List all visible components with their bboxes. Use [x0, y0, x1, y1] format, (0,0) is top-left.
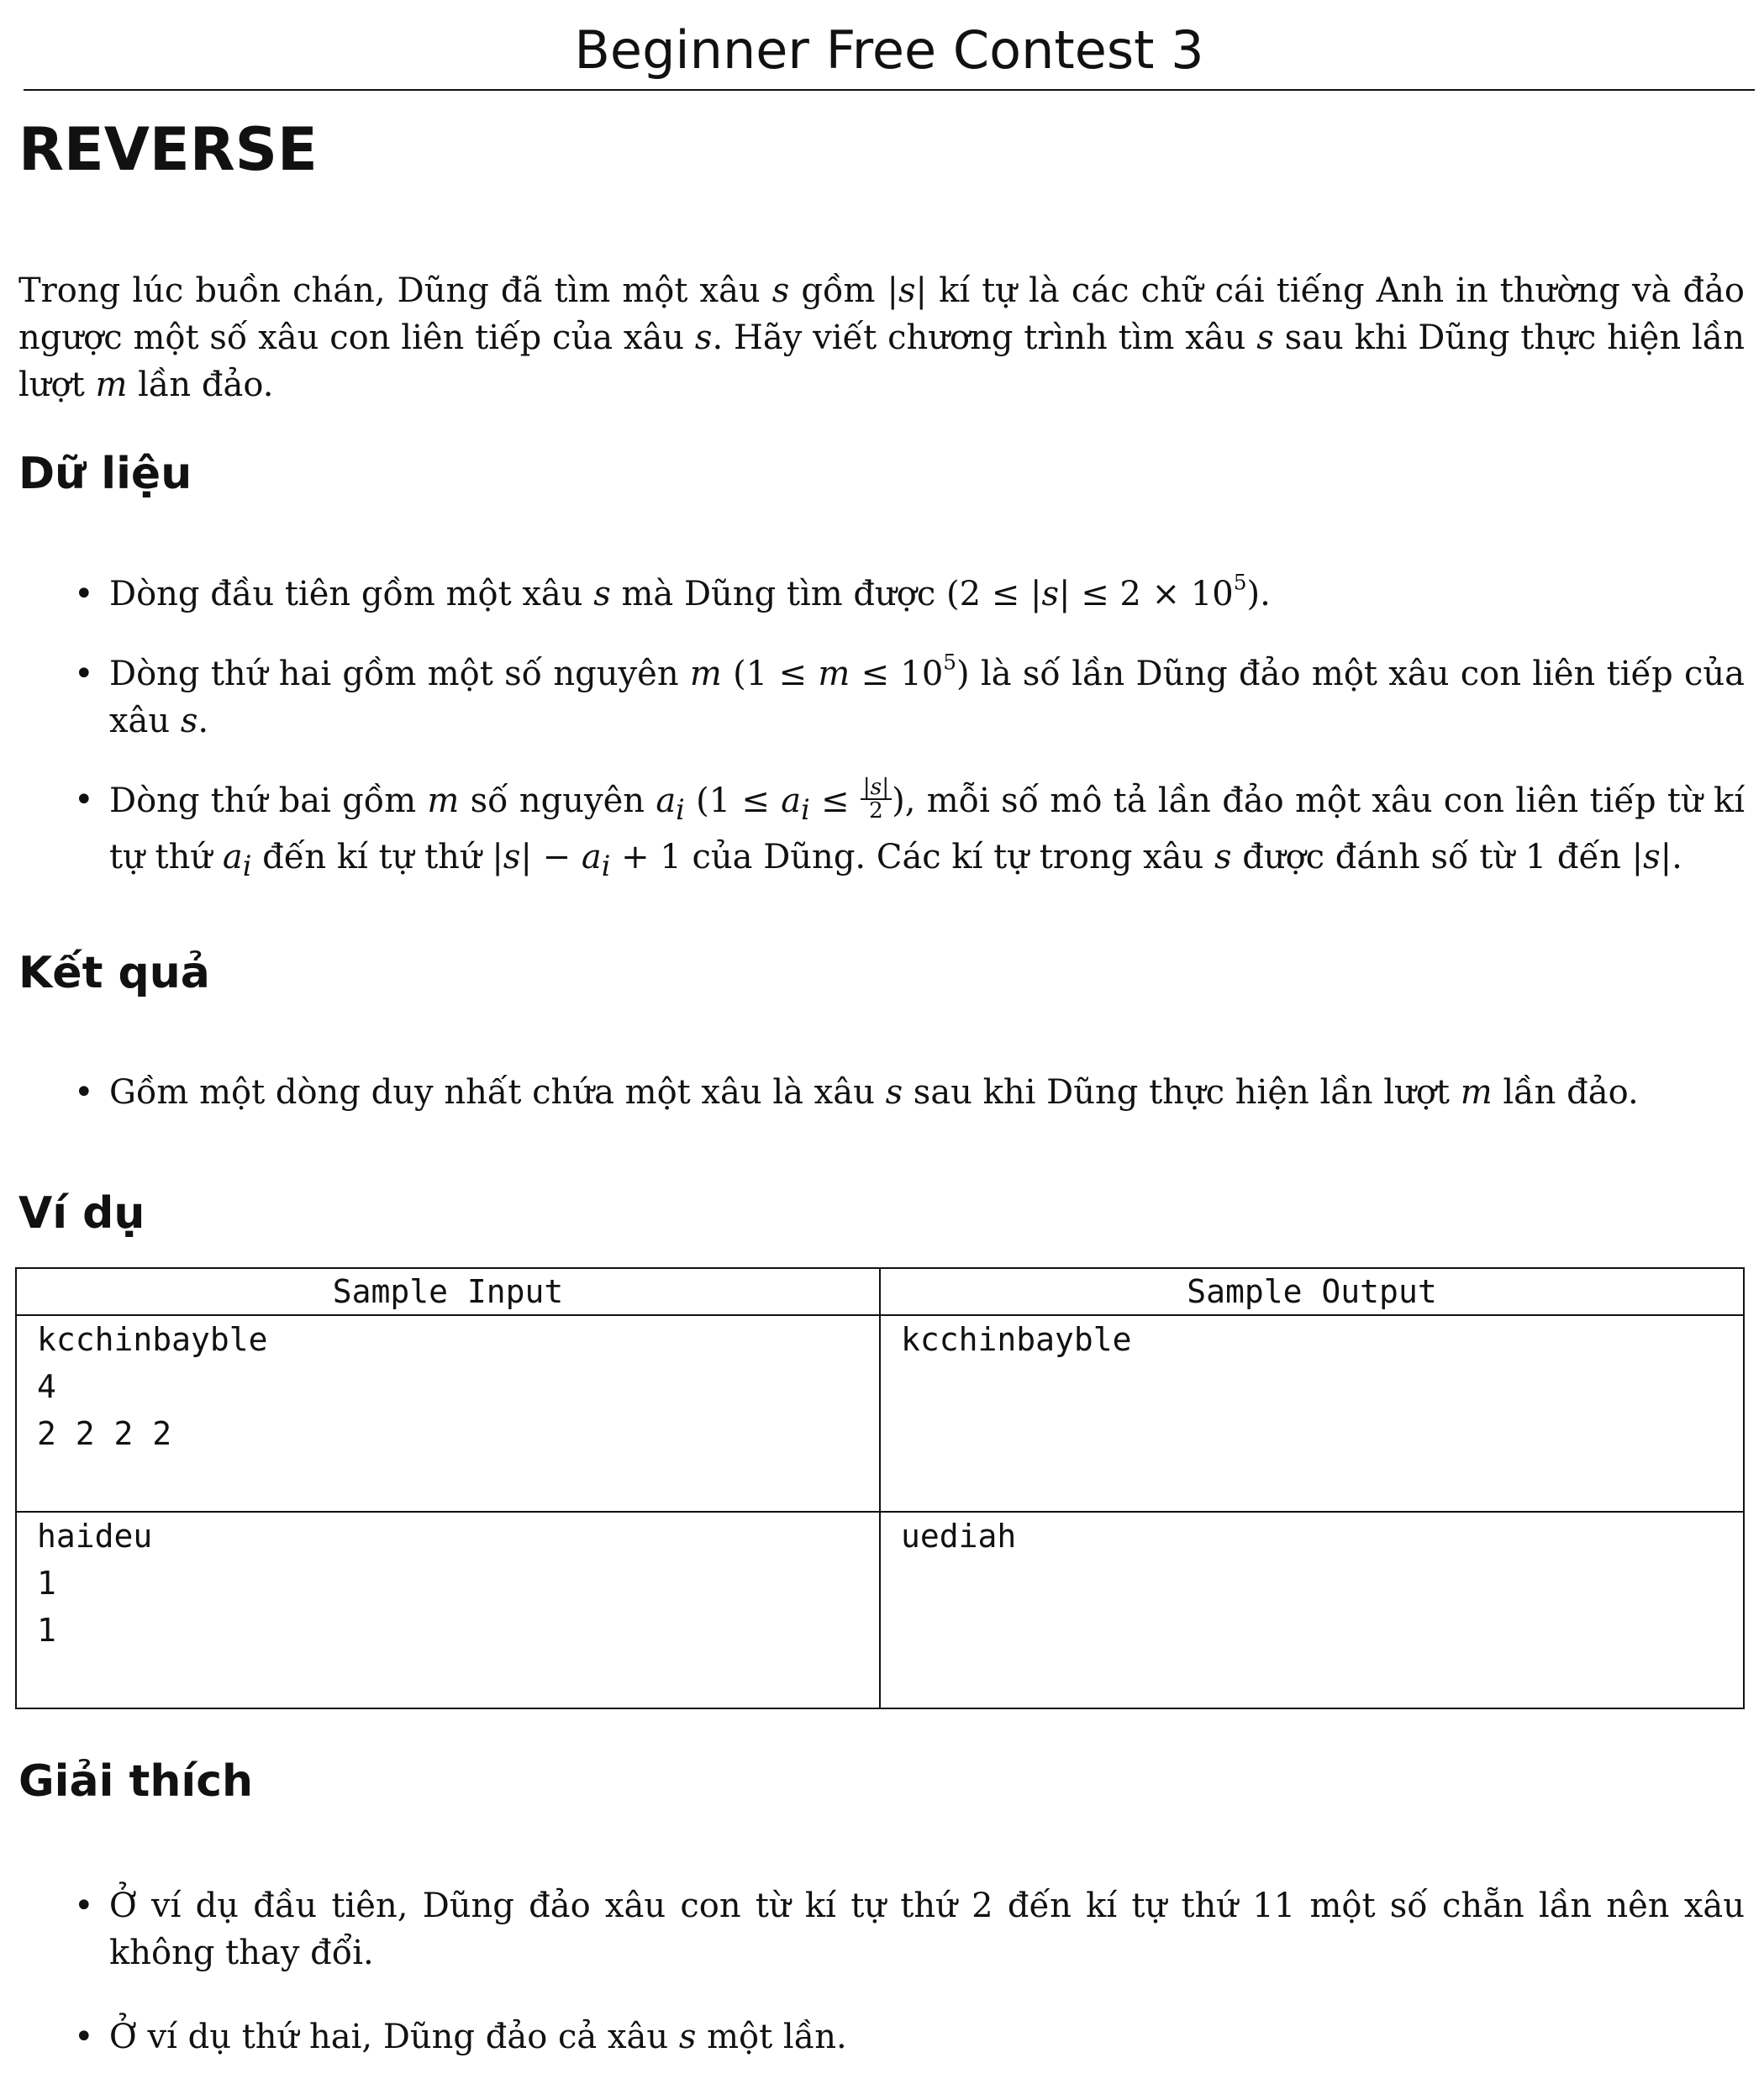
- contest-title: Beginner Free Contest 3: [574, 19, 1204, 81]
- bullet-icon: •: [74, 2018, 94, 2056]
- output-item-1: • Gồm một dòng duy nhất chứa một xâu là xâu s sau khi Dũng thực hiện lần lượt m lần đảo.: [109, 1069, 1745, 1116]
- explanation-heading: Giải thích: [18, 1756, 254, 1807]
- bullet-icon: •: [74, 781, 94, 819]
- bullet-icon: •: [74, 655, 94, 693]
- explanation-item-1: • Ở ví dụ đầu tiên, Dũng đảo xâu con từ kí tự thứ 2 đến kí tự thứ 11 một số chẵn lần nên xâu không thay đổi.: [109, 1882, 1745, 1976]
- sample-input-cell: haideu 1 1: [16, 1512, 880, 1708]
- bullet-icon: •: [74, 1073, 94, 1112]
- output-heading: Kết quả: [18, 948, 210, 998]
- explanation-item-2: • Ở ví dụ thứ hai, Dũng đảo cả xâu s một lần.: [109, 2013, 1745, 2061]
- sample-input-cell: kcchinbayble 4 2 2 2 2: [16, 1315, 880, 1512]
- table-row: [16, 1512, 1744, 1708]
- input-heading: Dữ liệu: [18, 449, 192, 499]
- input-item-3: • Dòng thứ bai gồm m số nguyên $a_i$ ($1 \le a_i$ ≤ $\frac{|s|}{2}$ ), mỗi số mô tả lần đảo một xâu con liên tiếp từ kí tự thứ $a_i$ đến kí tự thứ $|s| - a_i + 1$ của Dũng. Các kí tự trong xâu s được đánh số từ 1 đến |s|.: [74, 774, 1746, 883]
- sample-input-header: Sample Input: [16, 1268, 880, 1315]
- samples-table: [15, 1267, 1745, 1709]
- input-item-2: • Dòng thứ hai gồm một số nguyên m $(1 \le m \le 10^5)$ là số lần Dũng đảo một xâu con liên tiếp của xâu s.: [74, 650, 1746, 740]
- table-row: [16, 1315, 1744, 1512]
- examples-heading: Ví dụ: [18, 1188, 145, 1239]
- contest-header: [24, 15, 1755, 91]
- input-item-1: • Dòng đầu tiên gồm một xâu s mà Dũng tìm được $(2 \le |s| \le 2 \times 10^5)$.: [109, 571, 1745, 618]
- bullet-icon: •: [74, 1887, 94, 1925]
- problem-statement: Trong lúc buồn chán, Dũng đã tìm một xâu s gồm |s| kí tự là các chữ cái tiếng Anh in thường và đảo ngược một số xâu con liên tiếp của xâu s. Hãy viết chương trình tìm xâu s sau khi Dũng thực hiện lần lượt m lần đảo.: [18, 271, 1746, 404]
- samples-header-row: [16, 1268, 1744, 1315]
- bullet-icon: •: [74, 575, 94, 613]
- sample-output-header: Sample Output: [880, 1268, 1744, 1315]
- problem-title: REVERSE: [18, 115, 318, 184]
- fraction: $\frac{|s|}{2}$: [861, 776, 892, 823]
- sample-output-cell: kcchinbayble: [880, 1315, 1744, 1512]
- sample-output-cell: uediah: [880, 1512, 1744, 1708]
